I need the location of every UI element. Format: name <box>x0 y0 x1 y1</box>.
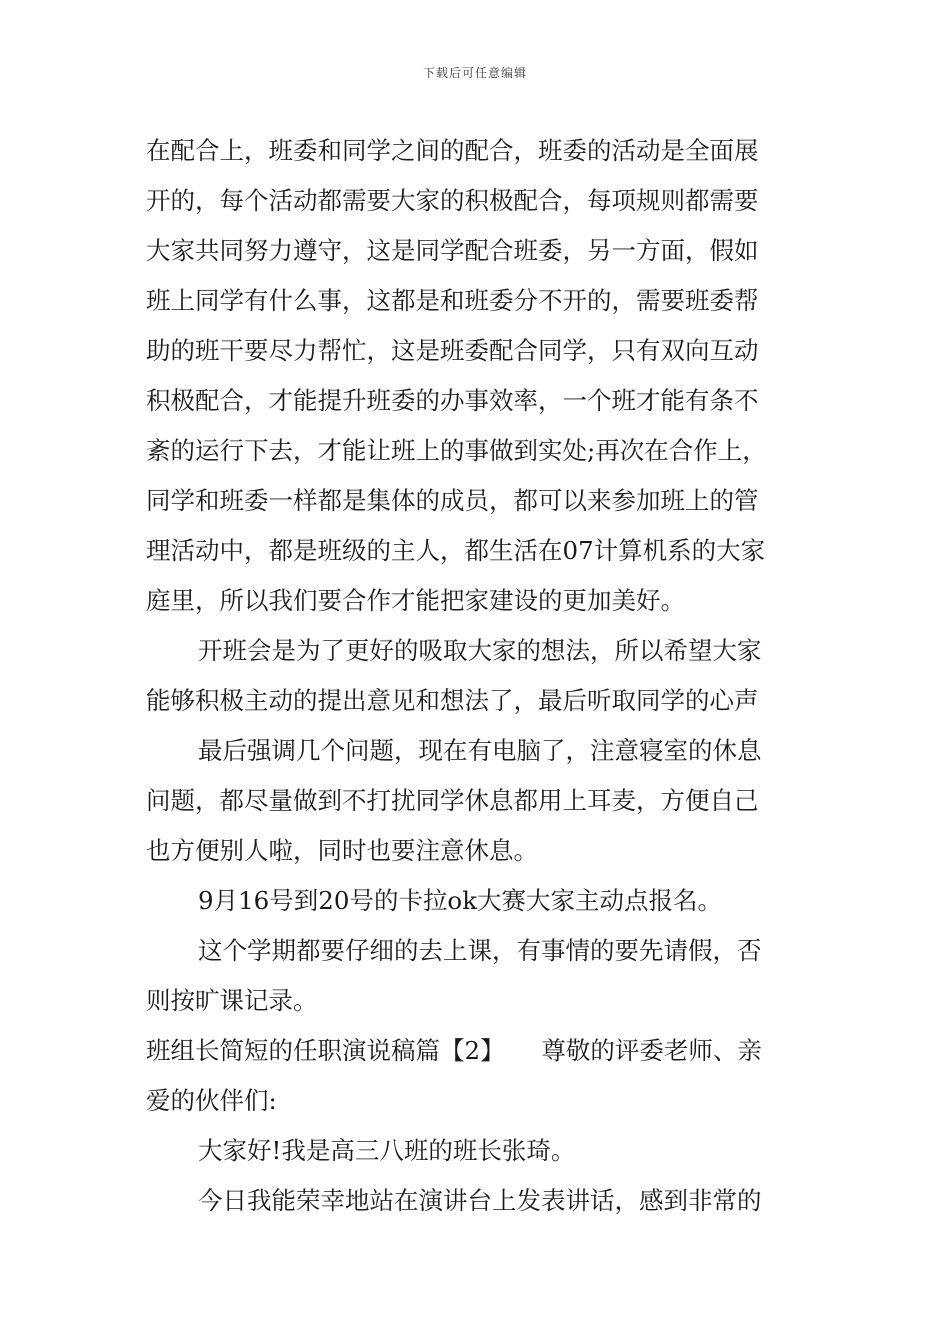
text-line: 开班会是为了更好的吸取大家的想法，所以希望大家 <box>198 636 762 665</box>
text-line: 最后强调几个问题，现在有电脑了，注意寝室的休息 <box>198 736 762 765</box>
text-line: 庭里，所以我们要合作才能把家建设的更加美好。 <box>146 586 685 615</box>
text-line: 问题，都尽量做到不打扰同学休息都用上耳麦，方便自己 <box>146 786 759 815</box>
text-line: 同学和班委一样都是集体的成员，都可以来参加班上的管 <box>146 486 759 515</box>
text-line: 大家好!我是高三八班的班长张琦。 <box>198 1136 576 1165</box>
text-line: 9月16号到20号的卡拉ok大赛大家主动点报名。 <box>198 886 723 915</box>
text-line: 班上同学有什么事，这都是和班委分不开的，需要班委帮 <box>146 286 759 315</box>
text-line: 能够积极主动的提出意见和想法了，最后听取同学的心声 <box>146 686 759 715</box>
text-line: 开的，每个活动都需要大家的积极配合，每项规则都需要 <box>146 186 759 215</box>
text-line: 这个学期都要仔细的去上课，有事情的要先请假，否 <box>198 936 762 965</box>
text-line: 爱的伙伴们: <box>146 1086 277 1115</box>
text-line: 则按旷课记录。 <box>146 986 318 1015</box>
page-header: 下载后可任意编辑 <box>422 66 527 80</box>
text-line: 紊的运行下去，才能让班上的事做到实处;再次在合作上， <box>146 436 767 465</box>
text-line: 助的班干要尽力帮忙，这是班委配合同学，只有双向互动 <box>146 336 759 365</box>
text-line: 在配合上，班委和同学之间的配合，班委的活动是全面展 <box>146 136 759 165</box>
text-line: 积极配合，才能提升班委的办事效率，一个班才能有条不 <box>146 386 759 415</box>
text-line: 大家共同努力遵守，这是同学配合班委，另一方面，假如 <box>146 236 759 265</box>
text-line: 今日我能荣幸地站在演讲台上发表讲话，感到非常的 <box>198 1186 762 1215</box>
section-heading-line: 班组长简短的任职演说稿篇【2】 尊敬的评委老师、亲 <box>146 1036 762 1065</box>
body-text <box>146 126 810 1226</box>
text-line: 理活动中，都是班级的主人，都生活在07计算机系的大家 <box>146 536 766 565</box>
text-line: 也方便别人啦，同时也要注意休息。 <box>146 836 538 865</box>
